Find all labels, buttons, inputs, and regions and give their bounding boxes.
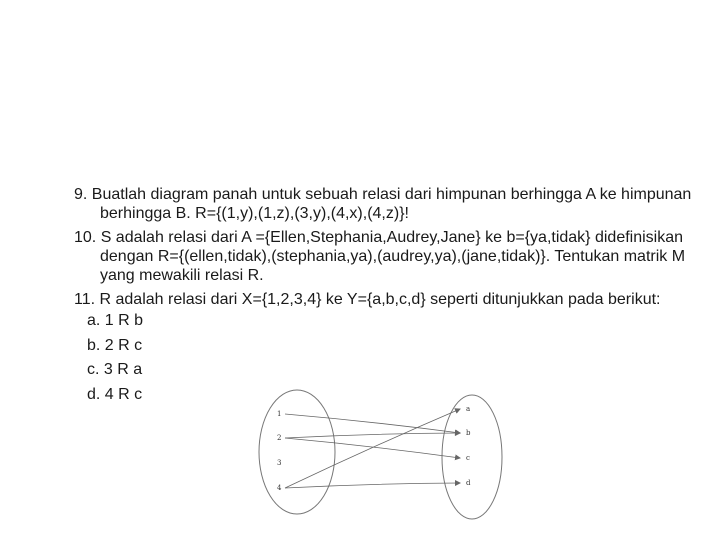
sub-item-d: d. 4 R c [87,385,143,403]
question-11: 11. R adalah relasi dari X={1,2,3,4} ke Y={a,b,c,d} seperti ditunjukkan pada berikut: [74,291,661,308]
arrow-diagram [255,382,505,522]
arrow-layer [285,409,460,488]
set-x-ellipse [259,390,335,514]
sub-item-c: c. 3 R a [87,361,143,378]
arrow-4-to-d [285,483,460,488]
arrow-2-to-b [285,433,460,438]
right-element-a: a [466,405,471,413]
left-element-4: 4 [277,484,282,492]
question-list [74,185,694,407]
arrow-diagram-svg [255,382,505,522]
question-10: 10. S adalah relasi dari A ={Ellen,Stephania,Audrey,Jane} ke b={ya,tidak} didefinisikan dengan R={(ellen,tidak),(stephania,ya),(audrey,ya),(jane,tidak)}. Tentukan matrik M yang mewakili relasi R. [74,229,686,284]
sub-item-a: a. 1 R b [87,312,144,329]
left-element-2: 2 [277,434,282,442]
left-element-3: 3 [277,459,282,467]
right-element-b: b [466,429,471,437]
question-9: 9. Buatlah diagram panah untuk sebuah relasi dari himpunan berhingga A ke himpunan berhingga B. R={(1,y),(1,z),(3,y),(4,x),(4,z)}! [74,186,692,222]
right-element-d: d [466,479,471,487]
arrow-1-to-b [285,414,460,433]
arrow-2-to-c [285,438,460,458]
arrow-4-to-a [285,409,460,488]
left-element-1: 1 [277,410,282,418]
sub-item-b: b. 2 R c [87,336,143,354]
right-element-c: c [466,454,470,462]
